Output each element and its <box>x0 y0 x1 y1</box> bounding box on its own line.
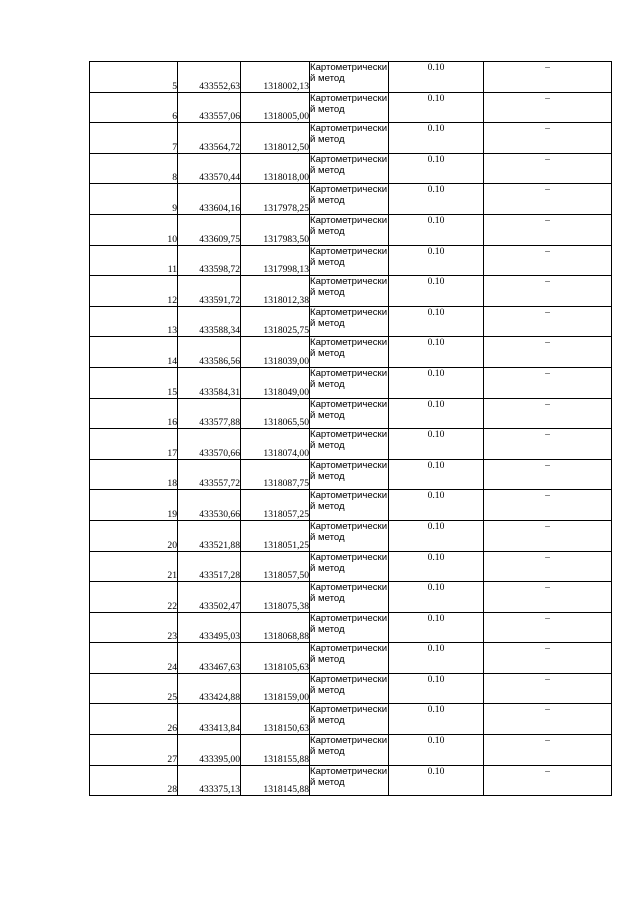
coord-y-cell: 1318074,00 <box>241 429 310 460</box>
table-row <box>90 429 612 460</box>
method-cell: Картометрический метод <box>310 520 389 551</box>
coord-x-cell: 433521,88 <box>178 520 241 551</box>
accuracy-cell: 0.10 <box>389 551 484 582</box>
accuracy-cell: 0.10 <box>389 459 484 490</box>
coord-x-cell: 433591,72 <box>178 276 241 307</box>
note-cell: – <box>484 92 612 123</box>
accuracy-cell: 0.10 <box>389 214 484 245</box>
accuracy-cell: 0.10 <box>389 245 484 276</box>
method-cell: Картометрический метод <box>310 429 389 460</box>
table-row <box>90 582 612 613</box>
method-cell: Картометрический метод <box>310 735 389 766</box>
coord-x-cell: 433552,63 <box>178 62 241 93</box>
point-number-cell: 21 <box>90 551 178 582</box>
accuracy-cell: 0.10 <box>389 765 484 796</box>
note-cell: – <box>484 123 612 154</box>
table-row <box>90 490 612 521</box>
table-row <box>90 520 612 551</box>
note-cell: – <box>484 612 612 643</box>
point-number-cell: 5 <box>90 62 178 93</box>
coord-y-cell: 1318051,25 <box>241 520 310 551</box>
point-number-cell: 28 <box>90 765 178 796</box>
coord-x-cell: 433557,72 <box>178 459 241 490</box>
coord-y-cell: 1318039,00 <box>241 337 310 368</box>
coord-y-cell: 1318155,88 <box>241 735 310 766</box>
point-number-cell: 20 <box>90 520 178 551</box>
coord-x-cell: 433586,56 <box>178 337 241 368</box>
method-cell: Картометрический метод <box>310 337 389 368</box>
note-cell: – <box>484 735 612 766</box>
table-row <box>90 153 612 184</box>
point-number-cell: 10 <box>90 214 178 245</box>
accuracy-cell: 0.10 <box>389 306 484 337</box>
coord-x-cell: 433413,84 <box>178 704 241 735</box>
method-cell: Картометрический метод <box>310 490 389 521</box>
point-number-cell: 27 <box>90 735 178 766</box>
table-row <box>90 765 612 796</box>
accuracy-cell: 0.10 <box>389 582 484 613</box>
accuracy-cell: 0.10 <box>389 673 484 704</box>
accuracy-cell: 0.10 <box>389 367 484 398</box>
coord-x-cell: 433517,28 <box>178 551 241 582</box>
note-cell: – <box>484 704 612 735</box>
note-cell: – <box>484 429 612 460</box>
note-cell: – <box>484 62 612 93</box>
point-number-cell: 17 <box>90 429 178 460</box>
method-cell: Картометрический метод <box>310 306 389 337</box>
coordinates-table <box>89 61 612 796</box>
point-number-cell: 14 <box>90 337 178 368</box>
accuracy-cell: 0.10 <box>389 184 484 215</box>
coord-x-cell: 433598,72 <box>178 245 241 276</box>
note-cell: – <box>484 551 612 582</box>
accuracy-cell: 0.10 <box>389 612 484 643</box>
coord-x-cell: 433564,72 <box>178 123 241 154</box>
table-row <box>90 612 612 643</box>
coord-y-cell: 1318005,00 <box>241 92 310 123</box>
table-row <box>90 459 612 490</box>
coord-x-cell: 433570,44 <box>178 153 241 184</box>
note-cell: – <box>484 582 612 613</box>
method-cell: Картометрический метод <box>310 459 389 490</box>
coord-y-cell: 1318057,25 <box>241 490 310 521</box>
note-cell: – <box>484 398 612 429</box>
method-cell: Картометрический метод <box>310 398 389 429</box>
table-row <box>90 643 612 674</box>
table-row <box>90 673 612 704</box>
accuracy-cell: 0.10 <box>389 92 484 123</box>
coord-y-cell: 1318105,63 <box>241 643 310 674</box>
method-cell: Картометрический метод <box>310 612 389 643</box>
note-cell: – <box>484 337 612 368</box>
accuracy-cell: 0.10 <box>389 735 484 766</box>
coord-y-cell: 1318057,50 <box>241 551 310 582</box>
point-number-cell: 15 <box>90 367 178 398</box>
coordinates-table-body <box>90 62 612 796</box>
table-row <box>90 337 612 368</box>
coord-y-cell: 1318068,88 <box>241 612 310 643</box>
method-cell: Картометрический метод <box>310 214 389 245</box>
table-row <box>90 245 612 276</box>
coord-y-cell: 1318087,75 <box>241 459 310 490</box>
accuracy-cell: 0.10 <box>389 153 484 184</box>
accuracy-cell: 0.10 <box>389 337 484 368</box>
coord-y-cell: 1318075,38 <box>241 582 310 613</box>
point-number-cell: 16 <box>90 398 178 429</box>
coord-x-cell: 433557,06 <box>178 92 241 123</box>
accuracy-cell: 0.10 <box>389 62 484 93</box>
coord-x-cell: 433588,34 <box>178 306 241 337</box>
table-row <box>90 276 612 307</box>
accuracy-cell: 0.10 <box>389 276 484 307</box>
table-row <box>90 184 612 215</box>
point-number-cell: 25 <box>90 673 178 704</box>
coord-x-cell: 433424,88 <box>178 673 241 704</box>
note-cell: – <box>484 643 612 674</box>
point-number-cell: 9 <box>90 184 178 215</box>
coord-x-cell: 433584,31 <box>178 367 241 398</box>
point-number-cell: 8 <box>90 153 178 184</box>
table-row <box>90 551 612 582</box>
method-cell: Картометрический метод <box>310 765 389 796</box>
coord-x-cell: 433495,03 <box>178 612 241 643</box>
method-cell: Картометрический метод <box>310 92 389 123</box>
coord-y-cell: 1317978,25 <box>241 184 310 215</box>
note-cell: – <box>484 245 612 276</box>
point-number-cell: 23 <box>90 612 178 643</box>
point-number-cell: 22 <box>90 582 178 613</box>
accuracy-cell: 0.10 <box>389 520 484 551</box>
coord-y-cell: 1318049,00 <box>241 367 310 398</box>
method-cell: Картометрический метод <box>310 62 389 93</box>
note-cell: – <box>484 673 612 704</box>
method-cell: Картометрический метод <box>310 367 389 398</box>
coord-x-cell: 433604,16 <box>178 184 241 215</box>
coord-y-cell: 1317998,13 <box>241 245 310 276</box>
point-number-cell: 24 <box>90 643 178 674</box>
note-cell: – <box>484 490 612 521</box>
note-cell: – <box>484 367 612 398</box>
method-cell: Картометрический метод <box>310 276 389 307</box>
method-cell: Картометрический метод <box>310 184 389 215</box>
point-number-cell: 19 <box>90 490 178 521</box>
accuracy-cell: 0.10 <box>389 398 484 429</box>
coord-y-cell: 1317983,50 <box>241 214 310 245</box>
table-row <box>90 367 612 398</box>
note-cell: – <box>484 153 612 184</box>
method-cell: Картометрический метод <box>310 704 389 735</box>
coord-x-cell: 433570,66 <box>178 429 241 460</box>
method-cell: Картометрический метод <box>310 582 389 613</box>
method-cell: Картометрический метод <box>310 123 389 154</box>
note-cell: – <box>484 214 612 245</box>
note-cell: – <box>484 459 612 490</box>
coord-x-cell: 433375,13 <box>178 765 241 796</box>
accuracy-cell: 0.10 <box>389 704 484 735</box>
coord-y-cell: 1318002,13 <box>241 62 310 93</box>
table-row <box>90 92 612 123</box>
point-number-cell: 6 <box>90 92 178 123</box>
coord-y-cell: 1318025,75 <box>241 306 310 337</box>
point-number-cell: 13 <box>90 306 178 337</box>
coord-y-cell: 1318012,50 <box>241 123 310 154</box>
note-cell: – <box>484 184 612 215</box>
coord-x-cell: 433502,47 <box>178 582 241 613</box>
coord-y-cell: 1318065,50 <box>241 398 310 429</box>
table-row <box>90 398 612 429</box>
coord-x-cell: 433467,63 <box>178 643 241 674</box>
point-number-cell: 18 <box>90 459 178 490</box>
point-number-cell: 11 <box>90 245 178 276</box>
accuracy-cell: 0.10 <box>389 123 484 154</box>
accuracy-cell: 0.10 <box>389 643 484 674</box>
note-cell: – <box>484 520 612 551</box>
table-row <box>90 306 612 337</box>
table-row <box>90 735 612 766</box>
coord-x-cell: 433609,75 <box>178 214 241 245</box>
table-row <box>90 214 612 245</box>
method-cell: Картометрический метод <box>310 245 389 276</box>
coord-y-cell: 1318145,88 <box>241 765 310 796</box>
table-row <box>90 704 612 735</box>
point-number-cell: 7 <box>90 123 178 154</box>
table-row <box>90 123 612 154</box>
accuracy-cell: 0.10 <box>389 429 484 460</box>
note-cell: – <box>484 276 612 307</box>
note-cell: – <box>484 306 612 337</box>
coord-y-cell: 1318018,00 <box>241 153 310 184</box>
coord-y-cell: 1318159,00 <box>241 673 310 704</box>
coord-x-cell: 433577,88 <box>178 398 241 429</box>
method-cell: Картометрический метод <box>310 153 389 184</box>
point-number-cell: 12 <box>90 276 178 307</box>
note-cell: – <box>484 765 612 796</box>
table-row <box>90 62 612 93</box>
accuracy-cell: 0.10 <box>389 490 484 521</box>
coord-x-cell: 433530,66 <box>178 490 241 521</box>
coord-x-cell: 433395,00 <box>178 735 241 766</box>
method-cell: Картометрический метод <box>310 673 389 704</box>
point-number-cell: 26 <box>90 704 178 735</box>
method-cell: Картометрический метод <box>310 643 389 674</box>
method-cell: Картометрический метод <box>310 551 389 582</box>
coord-y-cell: 1318150,63 <box>241 704 310 735</box>
coord-y-cell: 1318012,38 <box>241 276 310 307</box>
